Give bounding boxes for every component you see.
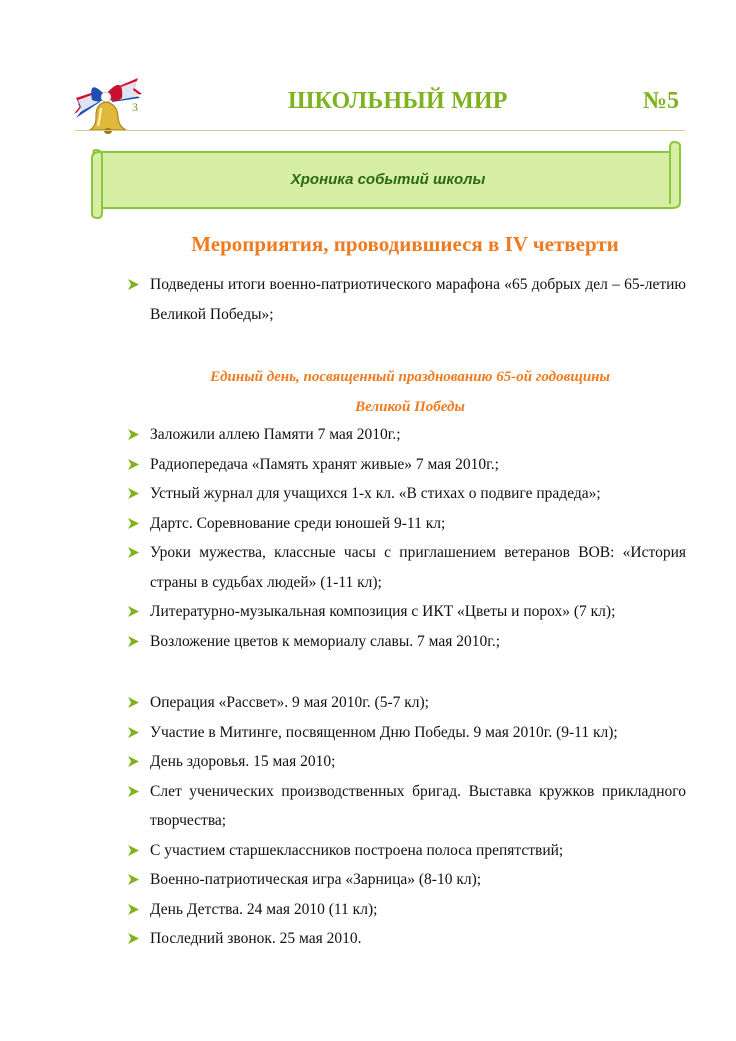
list-item: [128, 688, 686, 718]
list-item: [128, 509, 686, 539]
list-item-text: Операция «Рассвет». 9 мая 2010г. (5-7 кл);: [150, 694, 429, 711]
arrow-bullet-icon: [128, 697, 139, 708]
list-item: [128, 718, 686, 748]
list-item-text: С участием старшеклассников построена полоса препятствий;: [150, 841, 564, 859]
list-item-text: Радиопередача «Память хранят живые» 7 мая 2010г.;: [150, 455, 499, 473]
list-item-text: Последний звонок. 25 мая 2010.: [150, 930, 362, 947]
newspaper-title: ШКОЛЬНЫЙ МИР: [288, 88, 508, 114]
list-item: [128, 538, 686, 597]
list-item-text: Военно-патриотическая игра «Зарница» (8-10 кл);: [150, 871, 482, 888]
list-item: [128, 627, 686, 657]
arrow-bullet-icon: [128, 606, 139, 617]
list-item: [128, 895, 686, 925]
list-item-text: Заложили аллею Памяти 7 мая 2010г.;: [150, 426, 401, 443]
arrow-bullet-icon: [128, 874, 139, 885]
arrow-bullet-icon: [128, 756, 139, 767]
arrow-bullet-icon: [128, 488, 139, 499]
list-item-text: Уроки мужества, классные часы с приглашением ветеранов ВОВ: «История страны в судьбах людей» (1-11 кл);: [150, 544, 686, 591]
arrow-bullet-icon: [128, 845, 139, 856]
list-item: [128, 865, 686, 895]
list-item: [128, 597, 686, 627]
list-item: [128, 420, 686, 450]
list-item: [128, 270, 686, 329]
section-title: Мероприятия, проводившиеся в IV четверти: [191, 232, 619, 256]
arrow-bullet-icon: [128, 429, 139, 440]
issue-number: №5: [642, 88, 679, 114]
list-item-text: Участие в Митинге, посвященном Дню Победы. 9 мая 2010г. (9-11 кл);: [150, 723, 618, 741]
banner-title: Хроника событий школы: [290, 171, 486, 188]
list-item-text: Слет ученических производственных бригад. Выставка кружков прикладного творчества;: [150, 782, 686, 829]
subsection-title-line-1: Единый день, посвященный празднованию 65-ой годовщины: [210, 369, 610, 385]
list-item-text: День здоровья. 15 мая 2010;: [150, 753, 336, 770]
events-list-third: [128, 688, 686, 954]
arrow-bullet-icon: [128, 636, 139, 647]
page-header: [70, 70, 685, 132]
events-list-first: [128, 270, 686, 329]
header-divider: [75, 130, 685, 131]
list-item: [128, 747, 686, 777]
arrow-bullet-icon: [128, 459, 139, 470]
events-list-second: [128, 420, 686, 656]
list-item: [128, 836, 686, 866]
list-item: [128, 450, 686, 480]
list-item-text: Дартс. Соревнование среди юношей 9-11 кл;: [150, 514, 446, 532]
list-item: [128, 777, 686, 836]
arrow-bullet-icon: [128, 904, 139, 915]
list-item-text: Устный журнал для учащихся 1-х кл. «В стихах о подвиге прадеда»;: [150, 485, 601, 502]
arrow-bullet-icon: [128, 786, 139, 797]
list-item-text: Подведены итоги военно-патриотического марафона «65 добрых дел – 65-летию Великой Победы»;: [150, 276, 686, 323]
list-item: [128, 924, 686, 954]
list-item-text: Возложение цветов к мемориалу славы. 7 мая 2010г.;: [150, 632, 501, 650]
arrow-bullet-icon: [128, 547, 139, 558]
arrow-bullet-icon: [128, 727, 139, 738]
subsection-title: [100, 362, 720, 422]
list-item-text: Литературно-музыкальная композиция с ИКТ «Цветы и порох» (7 кл);: [150, 603, 616, 620]
arrow-bullet-icon: [128, 279, 139, 290]
list-item: [128, 479, 686, 509]
list-item-text: День Детства. 24 мая 2010 (11 кл);: [150, 900, 378, 918]
arrow-bullet-icon: [128, 518, 139, 529]
arrow-bullet-icon: [128, 933, 139, 944]
page-number: 3: [132, 100, 138, 114]
subsection-title-line-2: Великой Победы: [355, 399, 465, 415]
